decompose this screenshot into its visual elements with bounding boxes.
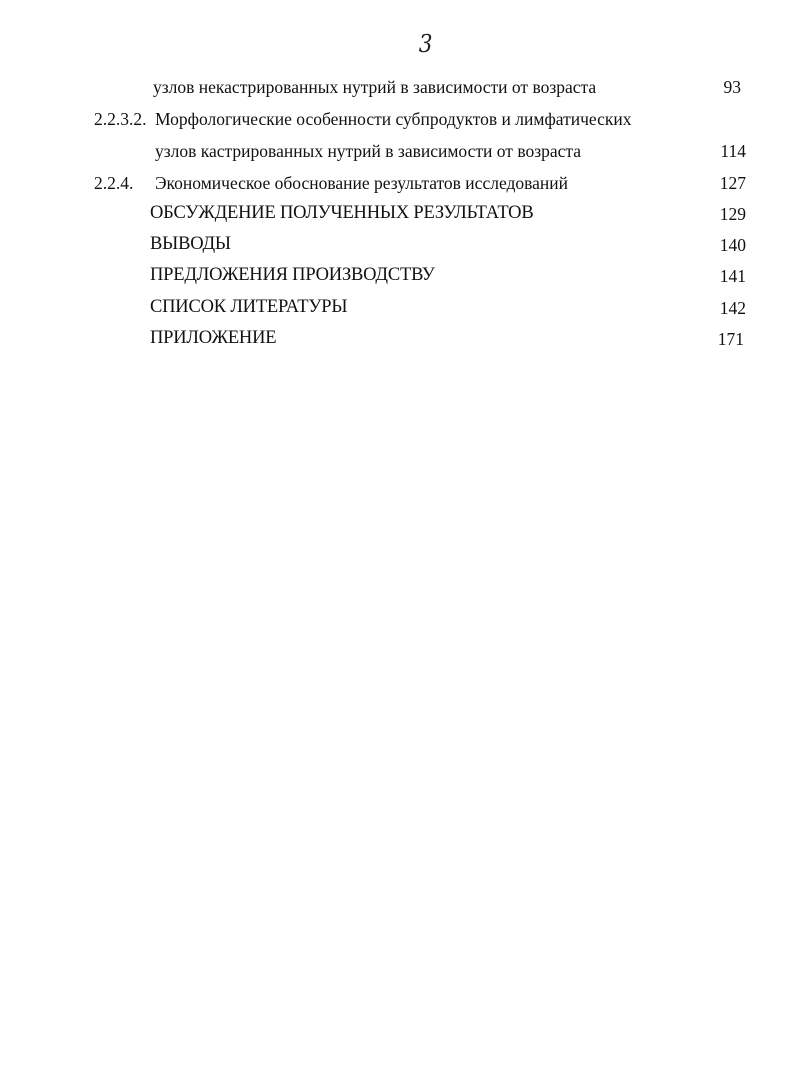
toc-entry-title: узлов кастрированных нутрий в зависимости от возраста xyxy=(155,141,582,161)
toc-entry-title: узлов некастрированных нутрий в зависимости от возраста xyxy=(153,77,597,97)
table-of-contents xyxy=(0,0,794,400)
toc-entry-page: 127 xyxy=(719,173,746,193)
toc-entry-page: 142 xyxy=(719,298,746,318)
toc-entry-number: 2.2.3.2. xyxy=(94,109,147,129)
toc-entry-page: 93 xyxy=(723,77,741,97)
page-number: 3 xyxy=(418,30,433,58)
toc-entry-number: 2.2.4. xyxy=(94,173,134,193)
toc-entry-title: ВЫВОДЫ xyxy=(150,234,231,254)
toc-entry-title: Морфологические особенности субпродуктов и лимфатических xyxy=(155,109,632,129)
toc-entry-page: 140 xyxy=(719,235,746,255)
toc-entry-title: ОБСУЖДЕНИЕ ПОЛУЧЕННЫХ РЕЗУЛЬТАТОВ xyxy=(150,203,534,223)
toc-entry-page: 114 xyxy=(720,141,746,161)
toc-entry-title: СПИСОК ЛИТЕРАТУРЫ xyxy=(150,297,348,317)
toc-entry-title: Экономическое обоснование результатов исследований xyxy=(155,173,569,193)
toc-entry-page: 129 xyxy=(719,204,746,224)
toc-entry-page: 141 xyxy=(719,266,746,286)
toc-entry-title: ПРИЛОЖЕНИЕ xyxy=(150,328,277,348)
toc-entry-page: 171 xyxy=(717,329,744,349)
toc-entry-title: ПРЕДЛОЖЕНИЯ ПРОИЗВОДСТВУ xyxy=(150,265,435,285)
